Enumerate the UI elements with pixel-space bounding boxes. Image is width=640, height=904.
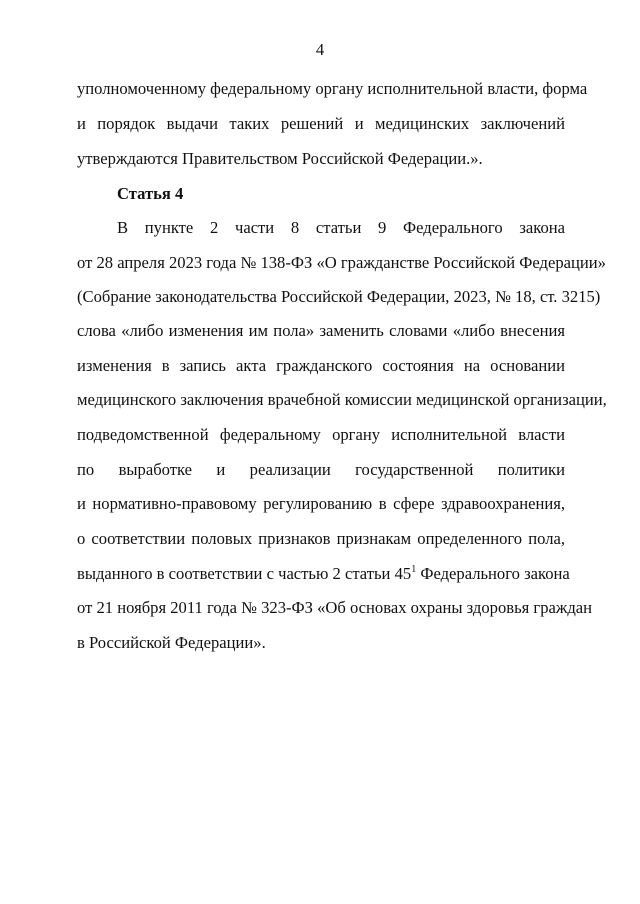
article-line: от 21 ноября 2011 года № 323-ФЗ «Об основах охраны здоровья граждан [77,598,593,617]
article-line: медицинского заключения врачебной комиссии медицинской организации, [77,390,607,409]
footnote-superscript: 1 [411,564,417,575]
article-line: подведомственной федеральному органу исполнительной власти [77,425,565,444]
article-line-segment: выданного в соответствии с частью 2 статьи 45 [77,564,412,583]
article-line: (Собрание законодательства Российской Федерации, 2023, № 18, ст. 3215) [77,287,601,306]
article-line: в Российской Федерации». [77,633,266,652]
article-heading: Статья 4 [117,184,184,203]
intro-line: уполномоченному федеральному органу исполнительной власти, форма [77,79,588,98]
article-line-segment: Федерального закона [416,564,570,583]
article-line-with-footnote [77,563,570,585]
article-line: от 28 апреля 2023 года № 138-ФЗ «О гражданстве Российской Федерации» [77,253,606,272]
article-line: изменения в запись акта гражданского состояния на основании [77,356,565,375]
intro-line: утверждаются Правительством Российской Федерации.». [77,149,483,168]
article-line: и нормативно-правовому регулированию в сфере здравоохранения, [77,494,565,513]
page-number: 4 [315,40,325,59]
article-line: В пункте 2 части 8 статьи 9 Федерального закона [117,218,565,237]
article-line: о соответствии половых признаков признакам определенного пола, [77,529,565,548]
article-line: слова «либо изменения им пола» заменить словами «либо внесения [77,321,565,340]
article-line: по выработке и реализации государственной политики [77,460,565,479]
intro-line: и порядок выдачи таких решений и медицинских заключений [77,114,565,133]
